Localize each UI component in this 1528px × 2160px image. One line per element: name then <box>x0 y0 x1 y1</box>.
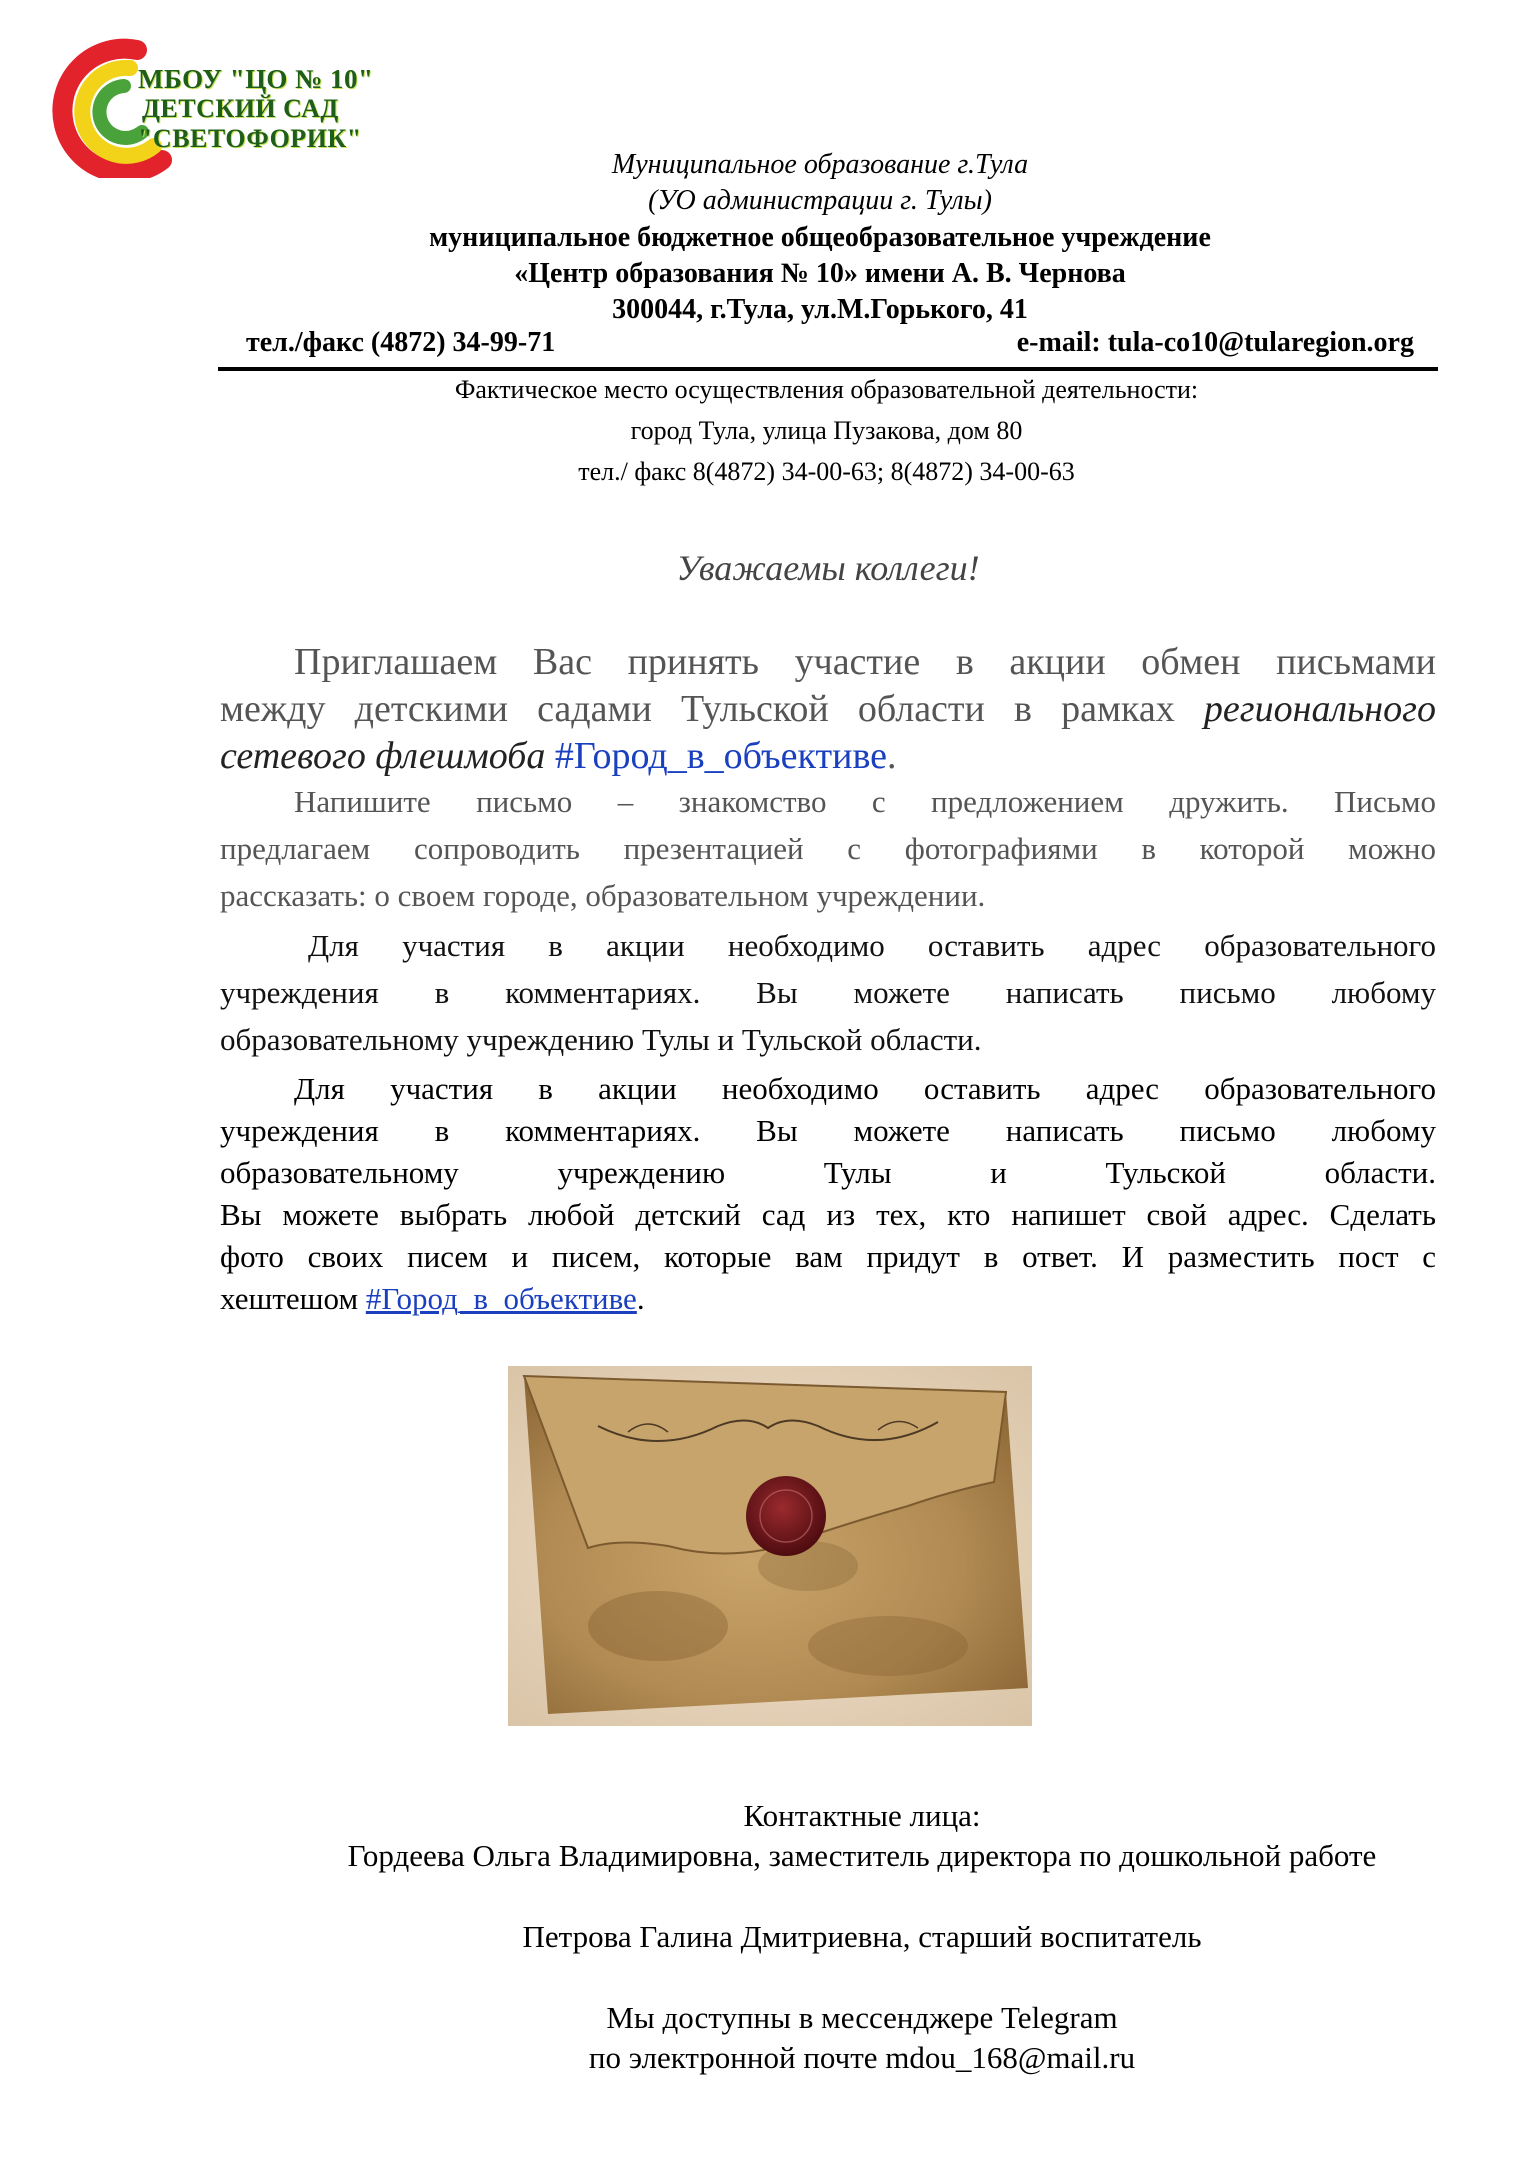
greeting: Уважаемы коллеги! <box>676 548 980 588</box>
para4-line6 <box>220 1281 1436 1317</box>
logo-line-2: ДЕТСКИЙ САД <box>142 94 339 123</box>
header-divider <box>218 367 1438 371</box>
para3-line1: Для участия в акции необходимо оставить адрес образовательного <box>308 928 1436 963</box>
hashtag-link-underlined[interactable]: #Город_в_объективе <box>365 1281 637 1316</box>
para2-line2: предлагаем сопроводить презентацией с фотографиями в которой можно <box>220 831 1436 866</box>
logo-line-1: МБОУ "ЦО № 10" <box>138 64 374 94</box>
contacts-title: Контактные лица: <box>743 1798 981 1833</box>
para1-line3 <box>220 734 1436 778</box>
logo-line-3: "СВЕТОФОРИК" <box>138 124 362 153</box>
location-address: город Тула, улица Пузакова, дом 80 <box>630 416 1023 445</box>
contact-person-1: Гордеева Ольга Владимировна, заместитель директора по дошкольной работе <box>347 1838 1377 1873</box>
para4-line4: Вы можете выбрать любой детский сад из тех, кто напишет свой адрес. Сделать <box>220 1197 1436 1232</box>
para1-line2-text: между детскими садами Тульской области в рамках <box>220 688 1204 730</box>
para2-line1: Напишите письмо – знакомство с предложением дружить. Письмо <box>294 784 1436 819</box>
para4-line3: образовательному учреждению Тулы и Тульской области. <box>220 1155 1436 1190</box>
location-phone: тел./ факс 8(4872) 34-00-63; 8(4872) 34-00-63 <box>578 457 1075 486</box>
header-phone: тел./факс (4872) 34-99-71 <box>246 327 556 358</box>
header-institution-name: «Центр образования № 10» имени А. В. Чернова <box>514 258 1126 289</box>
para1-line1: Приглашаем Вас принять участие в акции обмен письмами <box>294 641 1436 683</box>
location-title: Фактическое место осуществления образовательной деятельности: <box>454 375 1199 404</box>
para2-line3: рассказать: о своем городе, образовательном учреждении. <box>220 878 986 913</box>
header-contacts <box>246 327 1414 363</box>
envelope-photo <box>508 1366 1032 1726</box>
header-institution-type: муниципальное бюджетное общеобразовательное учреждение <box>429 222 1211 253</box>
header-address: 300044, г.Тула, ул.М.Горького, 41 <box>612 294 1028 325</box>
para1-line2 <box>220 687 1436 731</box>
para4-line2: учреждения в комментариях. Вы можете написать письмо любому <box>220 1113 1436 1148</box>
contact-email[interactable]: по электронной почте mdou_168@mail.ru <box>588 2040 1136 2075</box>
para1-line3-italic: сетевого флешмоба <box>220 735 555 777</box>
header-municipality: Муниципальное образование г.Тула <box>611 149 1029 180</box>
contact-person-2: Петрова Галина Дмитриевна, старший воспитатель <box>522 1919 1202 1954</box>
header-administration: (УО администрации г. Тулы) <box>648 185 992 216</box>
para4-line5: фото своих писем и писем, которые вам придут в ответ. И разместить пост с <box>220 1239 1436 1274</box>
para4-line6-text: хештешом <box>220 1281 366 1316</box>
para3-line3: образовательному учреждению Тулы и Тульской области. <box>220 1022 982 1057</box>
para3-line2: учреждения в комментариях. Вы можете написать письмо любому <box>220 975 1436 1010</box>
para1-line2-italic: регионального <box>1203 688 1436 730</box>
para4-line1: Для участия в акции необходимо оставить адрес образовательного <box>294 1071 1436 1106</box>
envelope-with-wax-seal-icon <box>508 1366 1032 1726</box>
hashtag-link[interactable]: #Город_в_объективе <box>554 735 888 777</box>
header-email: e-mail: tula-co10@tularegion.org <box>1016 327 1414 358</box>
para4-line6-dot: . <box>636 1281 645 1316</box>
para1-line3-dot: . <box>887 735 897 777</box>
messenger-note: Мы доступны в мессенджере Telegram <box>606 2000 1118 2035</box>
